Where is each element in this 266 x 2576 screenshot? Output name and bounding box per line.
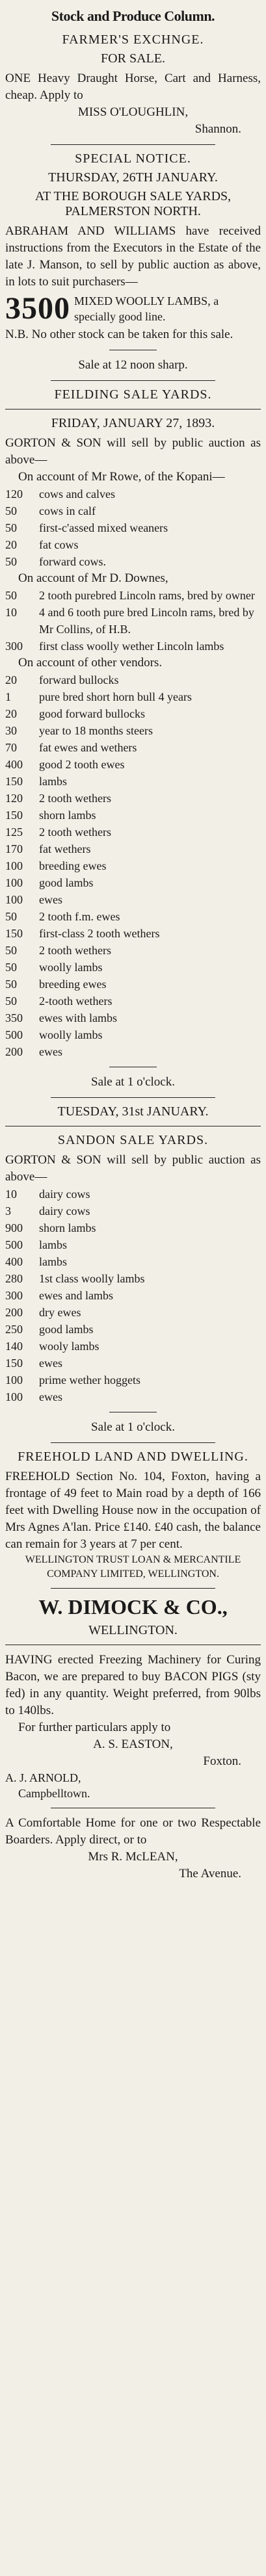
lot-item <box>5 1186 261 1203</box>
lot-quantity: 500 <box>5 1238 23 1251</box>
lot-description: fat ewes and wethers <box>39 741 137 754</box>
lot-quantity: 300 <box>5 1289 23 1302</box>
lot-quantity: 120 <box>5 488 23 501</box>
lot-item <box>5 1287 261 1304</box>
dimock-arnold: A. J. ARNOLD, <box>5 1771 81 1784</box>
lamb-description: MIXED WOOLLY LAMBS, a specially good line. <box>74 294 219 323</box>
special-notice-date: THURSDAY, 26TH JANUARY. <box>48 170 218 185</box>
lot-description: fat wethers <box>39 842 91 855</box>
lot-description: dairy cows <box>39 1204 90 1217</box>
lot-description: dry ewes <box>39 1306 81 1319</box>
lot-description: 1st class woolly lambs <box>39 1272 145 1285</box>
lot-description: first-class 2 tooth wethers <box>39 927 160 940</box>
lot-quantity: 400 <box>5 758 23 771</box>
lot-description: cows in calf <box>39 504 96 517</box>
lot-description: fat cows <box>39 538 79 551</box>
lot-item <box>5 536 261 553</box>
divider <box>5 409 261 410</box>
lot-item <box>5 553 261 570</box>
feilding-ad <box>5 387 261 1091</box>
special-notice-ad <box>5 151 261 374</box>
divider <box>51 144 215 145</box>
lot-quantity: 30 <box>5 724 17 737</box>
boarders-address: The Avenue. <box>179 1867 241 1880</box>
divider <box>51 1097 215 1098</box>
lot-description: shorn lambs <box>39 1221 96 1234</box>
lot-item <box>5 1253 261 1270</box>
divider <box>51 1588 215 1589</box>
sandon-date: TUESDAY, 31st JANUARY. <box>57 1104 209 1119</box>
lot-quantity: 50 <box>5 504 17 517</box>
rowe-lot-list <box>5 486 261 570</box>
lot-quantity: 100 <box>5 859 23 872</box>
lot-description: 4 and 6 tooth pure bred Lincoln rams, bred by Mr Collins, of H.B. <box>39 606 254 636</box>
lot-item <box>5 874 261 891</box>
lot-description: ewes with lambs <box>39 1011 117 1024</box>
lot-description: breeding ewes <box>39 978 107 991</box>
lot-item <box>5 1203 261 1219</box>
lot-description: forward cows. <box>39 555 106 568</box>
lot-item <box>5 756 261 773</box>
lot-quantity: 20 <box>5 673 17 686</box>
lot-quantity: 100 <box>5 1390 23 1403</box>
dimock-arnold-town: Campbelltown. <box>18 1787 90 1800</box>
lot-description: 2-tooth wethers <box>39 995 113 1008</box>
farmers-exchange-town: Shannon. <box>194 122 241 136</box>
feilding-account-rowe: On account of Mr Rowe, of the Kopani— <box>18 470 225 484</box>
lot-item <box>5 993 261 1009</box>
lot-quantity: 10 <box>5 606 17 619</box>
freehold-company: WELLINGTON TRUST LOAN & MERCANTILE COMPANY LIMITED, WELLINGTON. <box>25 1554 241 1580</box>
lot-item <box>5 1236 261 1253</box>
lot-quantity: 50 <box>5 910 17 923</box>
farmers-exchange-subtitle: FOR SALE. <box>101 51 165 66</box>
farmers-exchange-title: FARMER'S EXCHNGE. <box>62 33 204 47</box>
lot-item <box>5 1388 261 1405</box>
downes-lot-list <box>5 587 261 655</box>
lot-item <box>5 1372 261 1388</box>
lot-quantity: 400 <box>5 1255 23 1268</box>
lot-item <box>5 807 261 824</box>
lot-item <box>5 486 261 502</box>
lot-quantity: 125 <box>5 826 23 839</box>
lot-item <box>5 976 261 993</box>
lot-item <box>5 587 261 604</box>
freehold-title: FREEHOLD LAND AND DWELLING. <box>18 1450 248 1464</box>
lot-item <box>5 840 261 857</box>
sandon-sale-time: Sale at 1 o'clock. <box>91 1420 175 1434</box>
lot-quantity: 20 <box>5 538 17 551</box>
dimock-agent: A. S. EASTON, <box>93 1737 173 1751</box>
lot-item <box>5 1355 261 1372</box>
lot-description: year to 18 months steers <box>39 724 153 737</box>
lot-description: 2 tooth wethers <box>39 944 111 957</box>
feilding-date: FRIDAY, JANUARY 27, 1893. <box>51 416 215 430</box>
lot-item <box>5 857 261 874</box>
sandon-ad <box>5 1104 261 1436</box>
lot-item <box>5 891 261 908</box>
lot-item <box>5 1026 261 1043</box>
lot-description: wooly lambs <box>39 1340 100 1353</box>
special-notice-place: AT THE BOROUGH SALE YARDS, PALMERSTON NORTH. <box>34 189 232 218</box>
lot-quantity: 100 <box>5 1373 23 1386</box>
feilding-sale-time: Sale at 1 o'clock. <box>91 1075 175 1089</box>
lot-description: first class woolly wether Lincoln lambs <box>39 640 224 653</box>
lot-description: cows and calves <box>39 488 115 501</box>
lot-quantity: 900 <box>5 1221 23 1234</box>
farmers-exchange-contact: MISS O'LOUGHLIN, <box>77 105 189 119</box>
dimock-town: WELLINGTON. <box>88 1623 178 1637</box>
lot-item <box>5 790 261 807</box>
lot-quantity: 100 <box>5 893 23 906</box>
sandon-lot-list <box>5 1186 261 1405</box>
lot-quantity: 250 <box>5 1323 23 1336</box>
lot-item <box>5 502 261 519</box>
lot-quantity: 500 <box>5 1028 23 1041</box>
lot-item <box>5 1338 261 1355</box>
lot-quantity: 150 <box>5 775 23 788</box>
special-notice-nb: N.B. No other stock can be taken for this sale. <box>5 328 233 341</box>
lot-item <box>5 773 261 790</box>
lot-quantity: 50 <box>5 961 17 974</box>
lot-quantity: 1 <box>5 690 11 703</box>
lot-description: shorn lambs <box>39 809 96 822</box>
lamb-lot <box>5 291 261 326</box>
lot-item <box>5 671 261 688</box>
lot-item <box>5 942 261 959</box>
lot-item <box>5 604 261 638</box>
lot-description: woolly lambs <box>39 961 103 974</box>
lot-quantity: 50 <box>5 521 17 534</box>
lot-item <box>5 1009 261 1026</box>
lot-item <box>5 722 261 739</box>
lot-description: breeding ewes <box>39 859 107 872</box>
lot-description: ewes <box>39 1045 62 1058</box>
divider <box>51 1442 215 1443</box>
lot-quantity: 150 <box>5 809 23 822</box>
dimock-title: W. DIMOCK & CO., <box>38 1595 228 1619</box>
lot-description: good 2 tooth ewes <box>39 758 125 771</box>
lot-description: 2 tooth wethers <box>39 792 111 805</box>
boarders-body: A Comfortable Home for one or two Respectable Boarders. Apply direct, or to <box>5 1816 261 1847</box>
lot-description: lambs <box>39 1238 67 1251</box>
lot-description: forward bullocks <box>39 673 119 686</box>
feilding-title: FEILDING SALE YARDS. <box>54 387 212 402</box>
lot-item <box>5 519 261 536</box>
lot-quantity: 50 <box>5 995 17 1008</box>
lot-item <box>5 908 261 925</box>
lot-item <box>5 1304 261 1321</box>
boarders-name: Mrs R. McLEAN, <box>88 1850 178 1864</box>
lot-description: ewes and lambs <box>39 1289 113 1302</box>
dimock-body: HAVING erected Freezing Machinery for Curing Bacon, we are prepared to buy BACON PIGS (sty fed) in any quantity. Weight preferred, from 90lbs to 140lbs. <box>5 1653 261 1717</box>
special-notice-body: ABRAHAM AND WILLIAMS have received instructions from the Executors in the Estate of the late J. Manson, to sell by public auction as above, in lots to suit purchasers— <box>5 224 261 289</box>
lot-item <box>5 1219 261 1236</box>
lot-quantity: 120 <box>5 792 23 805</box>
lot-item <box>5 959 261 976</box>
farmers-exchange-ad <box>5 33 261 138</box>
freehold-ad <box>5 1450 261 1581</box>
lot-quantity: 150 <box>5 1357 23 1370</box>
feilding-account-downes: On account of Mr D. Downes, <box>18 571 168 585</box>
lot-description: 2 tooth purebred Lincoln rams, bred by owner <box>39 589 255 602</box>
lot-item <box>5 1321 261 1338</box>
lot-quantity: 50 <box>5 555 17 568</box>
lot-description: pure bred short horn bull 4 years <box>39 690 192 703</box>
lot-description: good forward bullocks <box>39 707 145 720</box>
lot-quantity: 10 <box>5 1188 17 1201</box>
lot-item <box>5 1043 261 1060</box>
lot-item <box>5 705 261 722</box>
lot-quantity: 200 <box>5 1306 23 1319</box>
special-notice-title: SPECIAL NOTICE. <box>75 151 191 166</box>
lot-item <box>5 688 261 705</box>
lot-item <box>5 925 261 942</box>
lot-quantity: 50 <box>5 589 17 602</box>
lot-quantity: 50 <box>5 944 17 957</box>
lot-description: good lambs <box>39 1323 94 1336</box>
sandon-title: SANDON SALE YARDS. <box>57 1133 209 1147</box>
freehold-body: FREEHOLD Section No. 104, Foxton, having a frontage of 49 feet to Main road by a depth of 166 feet with Dwelling House now in the occupation of Mrs Agnes A'lan. Price £140. £40 cash, the balance can remain for 3 years at 7 per cent. <box>5 1470 261 1551</box>
lot-item <box>5 824 261 840</box>
lot-item <box>5 739 261 756</box>
lot-quantity: 280 <box>5 1272 23 1285</box>
farmers-exchange-body: ONE Heavy Draught Horse, Cart and Harness, cheap. Apply to <box>5 72 261 102</box>
lot-item <box>5 1270 261 1287</box>
lot-quantity: 70 <box>5 741 17 754</box>
lot-quantity: 170 <box>5 842 23 855</box>
divider <box>51 380 215 381</box>
lot-item <box>5 638 261 655</box>
column-title: Stock and Produce Column. <box>51 8 215 24</box>
lot-description: lambs <box>39 1255 67 1268</box>
lamb-count: 3500 <box>5 291 70 326</box>
lot-quantity: 150 <box>5 927 23 940</box>
lot-description: ewes <box>39 1390 62 1403</box>
lot-quantity: 100 <box>5 876 23 889</box>
lot-quantity: 20 <box>5 707 17 720</box>
special-notice-sale-time: Sale at 12 noon sharp. <box>78 358 188 372</box>
lot-description: prime wether hoggets <box>39 1373 140 1386</box>
lot-description: ewes <box>39 893 62 906</box>
dimock-ad <box>5 1595 261 1801</box>
lot-description: ewes <box>39 1357 62 1370</box>
lot-description: 2 tooth f.m. ewes <box>39 910 120 923</box>
lot-quantity: 200 <box>5 1045 23 1058</box>
lot-quantity: 140 <box>5 1340 23 1353</box>
sandon-body: GORTON & SON will sell by public auction as above— <box>5 1153 261 1184</box>
others-lot-list <box>5 671 261 1060</box>
lot-description: first-c'assed mixed weaners <box>39 521 168 534</box>
feilding-account-others: On account of other vendors. <box>18 656 163 670</box>
boarders-ad <box>5 1815 261 1882</box>
lot-quantity: 300 <box>5 640 23 653</box>
newspaper-page <box>5 0 261 1882</box>
feilding-body: GORTON & SON will sell by public auction as above— <box>5 436 261 467</box>
lot-description: lambs <box>39 775 67 788</box>
lot-quantity: 50 <box>5 978 17 991</box>
lot-quantity: 3 <box>5 1204 11 1217</box>
lot-description: good lambs <box>39 876 94 889</box>
lot-description: dairy cows <box>39 1188 90 1201</box>
dimock-agent-town: Foxton. <box>203 1754 241 1768</box>
dimock-further: For further particulars apply to <box>18 1721 171 1734</box>
lot-description: woolly lambs <box>39 1028 103 1041</box>
lot-description: 2 tooth wethers <box>39 826 111 839</box>
lot-quantity: 350 <box>5 1011 23 1024</box>
